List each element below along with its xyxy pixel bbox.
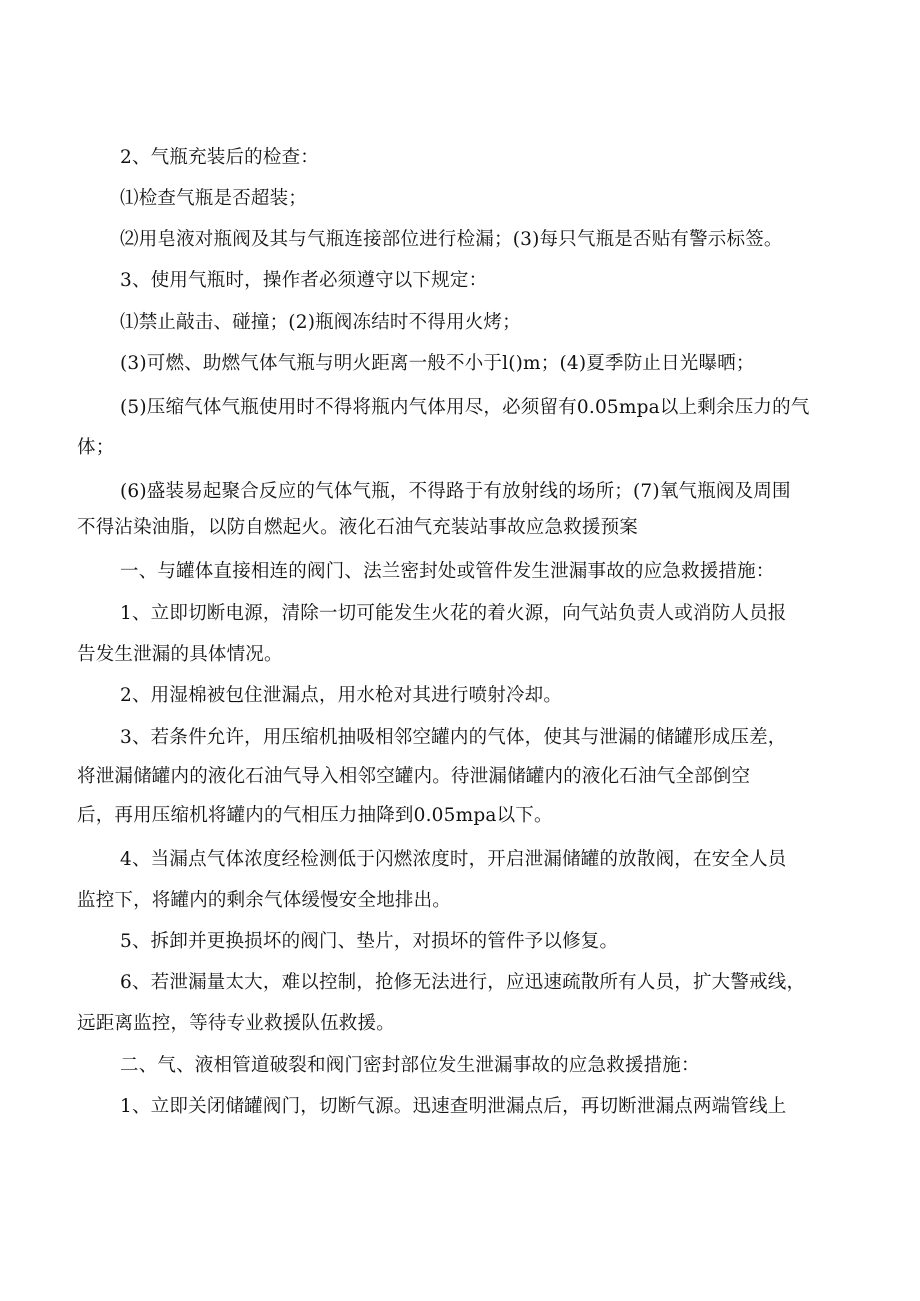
text-line: 3、使用气瓶时，操作者必须遵守以下规定： (120, 270, 488, 291)
text-line: 远距离监控，等待专业救援队伍救援。 (77, 1013, 395, 1034)
text-line: 3、若条件允许，用压缩机抽吸相邻空罐内的气体，使其与泄漏的储罐形成压差， (120, 727, 787, 748)
text-line: 二、气、液相管道破裂和阀门密封部位发生泄漏事故的应急救援措施： (120, 1055, 700, 1076)
text-line: ⑴禁止敲击、碰撞；(2)瓶阀冻结时不得用火烤； (120, 312, 521, 333)
text-line: 告发生泄漏的具体情况。 (77, 644, 283, 665)
text-line: 2、用湿棉被包住泄漏点，用水枪对其进行喷射冷却。 (120, 685, 563, 706)
text-line: ⑴检查气瓶是否超装； (120, 188, 308, 209)
text-line: 一、与罐体直接相连的阀门、法兰密封处或管件发生泄漏事故的应急救援措施： (120, 561, 775, 582)
text-line: 不得沾染油脂，以防自燃起火。液化石油气充装站事故应急救援预案 (77, 517, 639, 538)
text-line: 将泄漏储罐内的液化石油气导入相邻空罐内。待泄漏储罐内的液化石油气全部倒空 (77, 766, 751, 787)
text-line: 6、若泄漏量太大，难以控制，抢修无法进行，应迅速疏散所有人员，扩大警戒线， (120, 972, 806, 993)
text-line: 后，再用压缩机将罐内的气相压力抽降到0.05mpa以下。 (77, 805, 553, 826)
text-line: 5、拆卸并更换损坏的阀门、垫片，对损坏的管件予以修复。 (120, 931, 619, 952)
text-line: 体； (77, 437, 115, 458)
text-line: 1、立即切断电源，清除一切可能发生火花的着火源，向气站负责人或消防人员报 (120, 603, 787, 624)
text-line: ⑵用皂液对瓶阀及其与气瓶连接部位进行检漏；(3)每只气瓶是否贴有警示标签。 (120, 229, 783, 250)
text-line: (3)可燃、助燃气体气瓶与明火距离一般不小于l()m；(4)夏季防止日光曝晒； (120, 353, 755, 374)
text-line: (5)压缩气体气瓶使用时不得将瓶内气体用尽，必须留有0.05mpa以上剩余压力的气 (120, 397, 810, 418)
text-line: 监控下，将罐内的剩余气体缓慢安全地排出。 (77, 890, 452, 911)
text-line: (6)盛装易起聚合反应的气体气瓶，不得路于有放射线的场所；(7)氧气瓶阀及周围 (120, 481, 791, 502)
text-line: 4、当漏点气体浓度经检测低于闪燃浓度时，开启泄漏储罐的放散阀，在安全人员 (120, 849, 787, 870)
text-line: 1、立即关闭储罐阀门，切断气源。迅速查明泄漏点后，再切断泄漏点两端管线上 (120, 1096, 787, 1117)
text-line: 2、气瓶充装后的检查： (120, 147, 319, 168)
